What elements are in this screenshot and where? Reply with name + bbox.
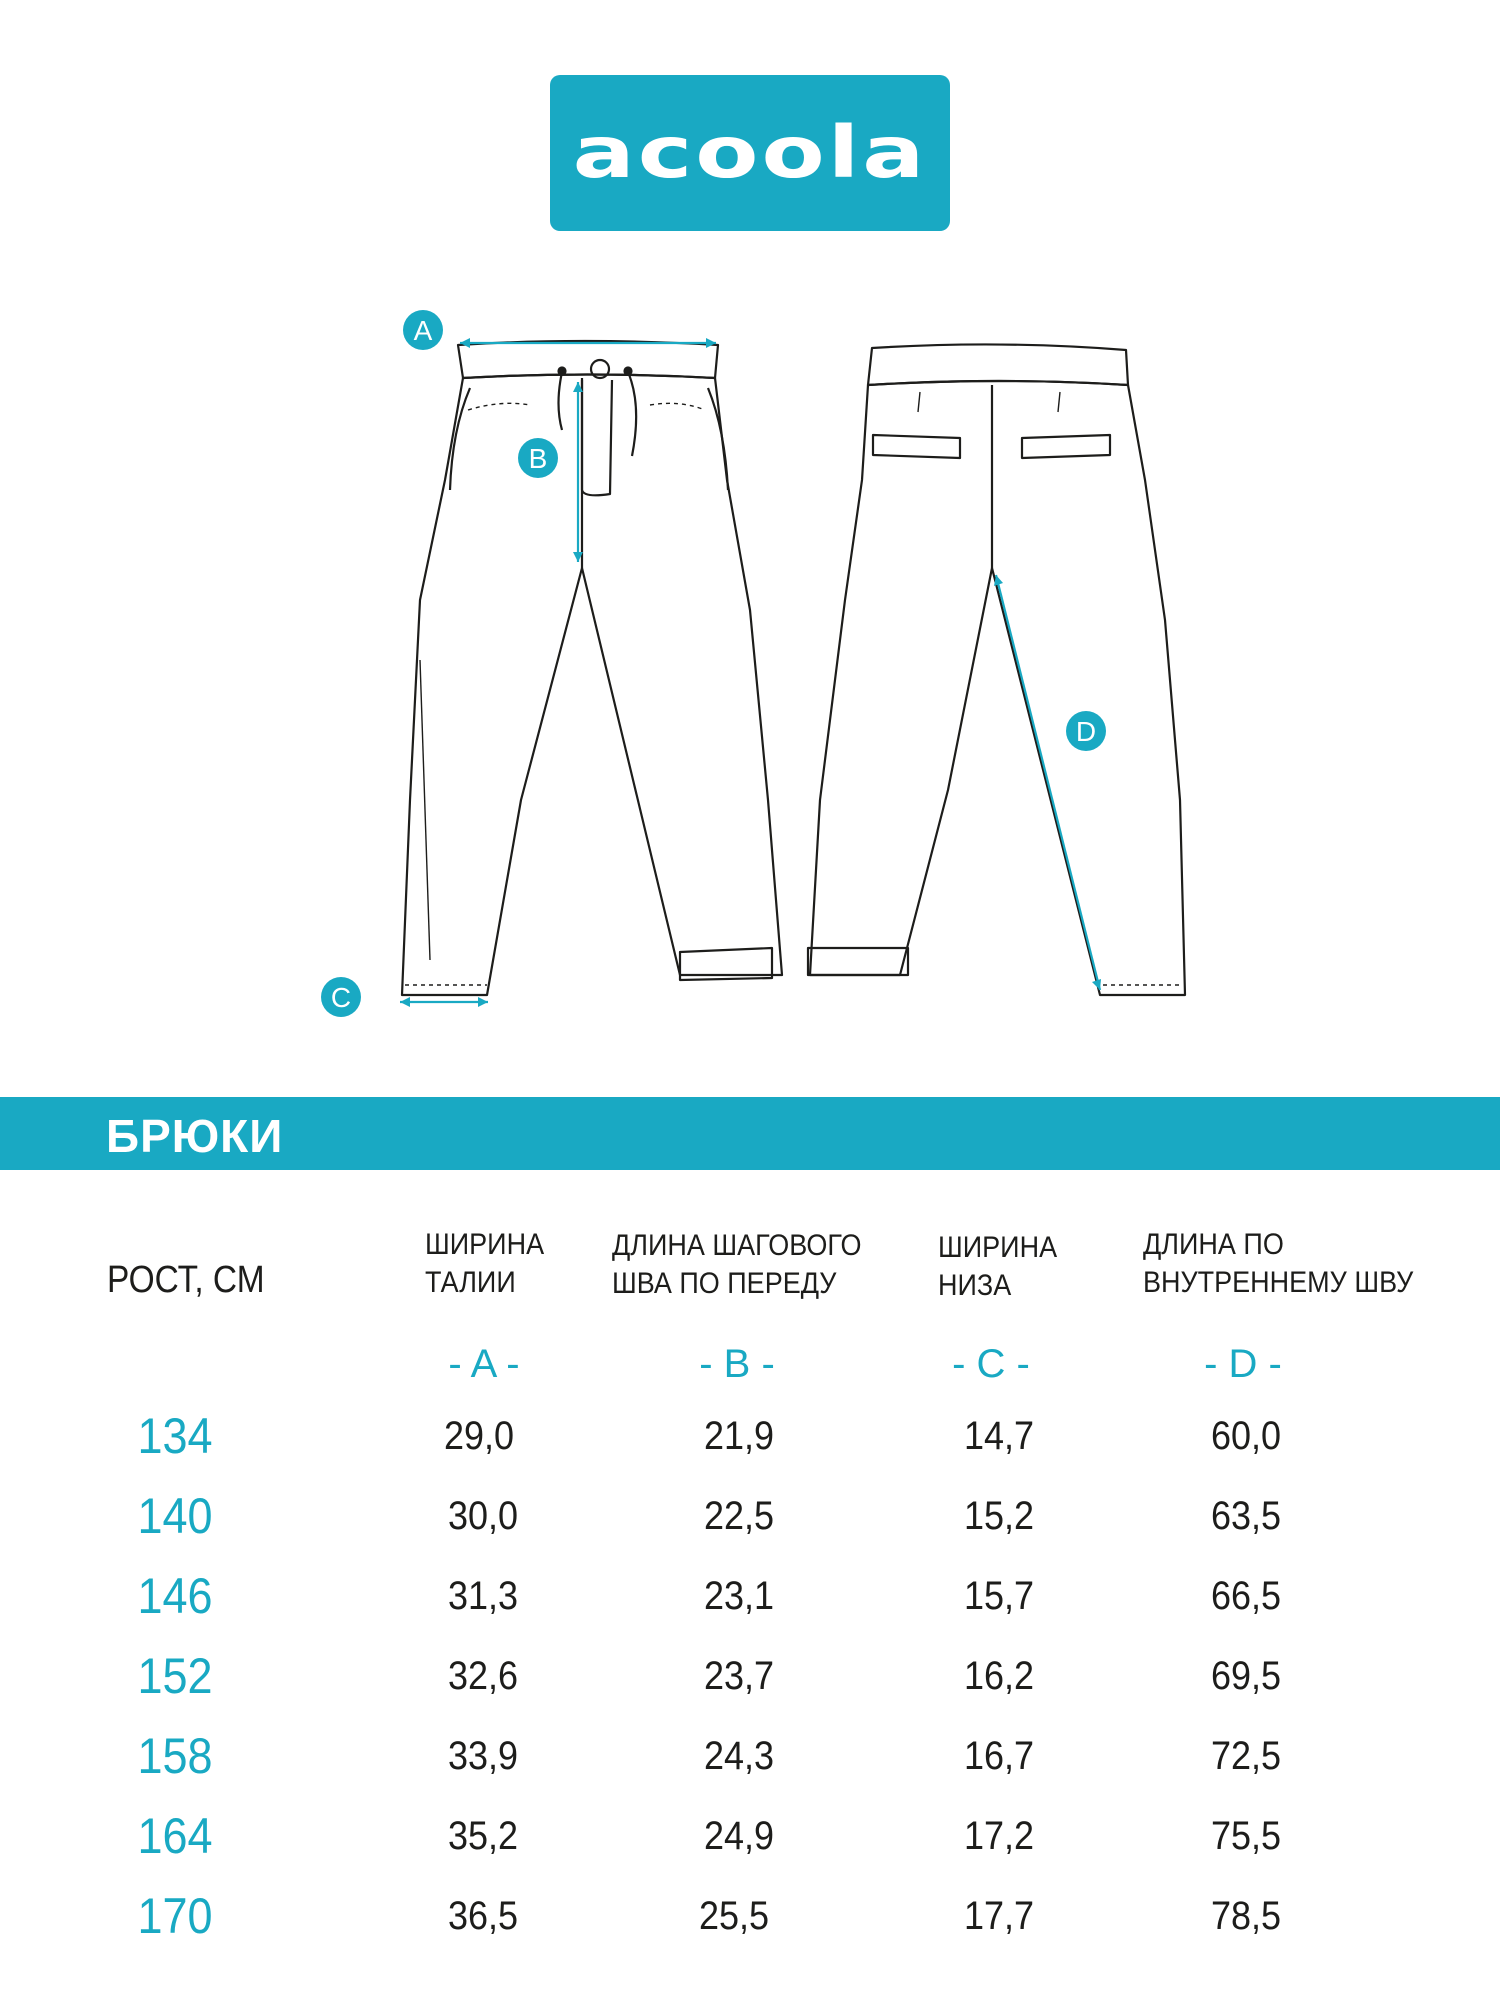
marker-a <box>403 310 443 350</box>
value-b: 23,1 <box>703 1574 775 1618</box>
pants-front-view <box>402 341 782 995</box>
value-c: 15,7 <box>963 1574 1035 1618</box>
section-title: БРЮКИ <box>106 1110 284 1162</box>
size-value: 140 <box>137 1488 213 1544</box>
value-d: 63,5 <box>1210 1494 1282 1538</box>
size-value: 158 <box>137 1728 213 1784</box>
value-b: 21,9 <box>703 1414 775 1458</box>
marker-b <box>518 438 558 478</box>
value-a: 30,0 <box>447 1494 519 1538</box>
column-letter-d: - D - <box>1204 1342 1282 1386</box>
value-a: 36,5 <box>447 1894 519 1938</box>
value-c: 16,7 <box>963 1734 1035 1778</box>
svg-text:C: C <box>330 982 352 1013</box>
size-value: 134 <box>137 1408 213 1464</box>
marker-c <box>321 977 361 1017</box>
measure-line-a <box>460 338 716 348</box>
column-letter-b: - B - <box>699 1342 775 1386</box>
value-c: 15,2 <box>963 1494 1035 1538</box>
size-value: 152 <box>137 1648 213 1704</box>
value-c: 17,7 <box>963 1894 1035 1938</box>
value-d: 66,5 <box>1210 1574 1282 1618</box>
column-letter-a: - A - <box>448 1342 520 1386</box>
value-a: 29,0 <box>443 1414 515 1458</box>
pants-back-view <box>808 344 1185 995</box>
section-banner <box>0 1097 1500 1170</box>
marker-d <box>1066 711 1106 751</box>
value-a: 33,9 <box>447 1734 519 1778</box>
value-d: 72,5 <box>1210 1734 1282 1778</box>
value-a: 32,6 <box>447 1654 519 1698</box>
svg-text:B: B <box>528 443 548 474</box>
value-c: 14,7 <box>963 1414 1035 1458</box>
value-a: 31,3 <box>447 1574 519 1618</box>
svg-text:D: D <box>1075 716 1097 747</box>
value-b: 24,9 <box>703 1814 775 1858</box>
value-b: 25,5 <box>698 1894 770 1938</box>
value-d: 60,0 <box>1210 1414 1282 1458</box>
value-d: 75,5 <box>1210 1814 1282 1858</box>
value-b: 22,5 <box>703 1494 775 1538</box>
value-b: 23,7 <box>703 1654 775 1698</box>
brand-logo <box>550 75 950 231</box>
value-c: 16,2 <box>963 1654 1035 1698</box>
header-front-rise-length: ДЛИНА ШАГОВОГО ШВА ПО ПЕРЕДУ <box>612 1229 862 1300</box>
value-a: 35,2 <box>447 1814 519 1858</box>
value-c: 17,2 <box>963 1814 1035 1858</box>
header-waist-width: ШИРИНА ТАЛИИ <box>425 1228 545 1299</box>
value-d: 69,5 <box>1210 1654 1282 1698</box>
svg-text:A: A <box>413 315 433 346</box>
brand-logo-text: acoola <box>572 110 928 195</box>
measure-line-c <box>400 997 488 1007</box>
size-value: 164 <box>137 1808 213 1864</box>
header-hem-width: ШИРИНА НИЗА <box>938 1231 1058 1302</box>
header-inseam-length: ДЛИНА ПО ВНУТРЕННЕМУ ШВУ <box>1143 1228 1414 1299</box>
value-b: 24,3 <box>703 1734 775 1778</box>
value-d: 78,5 <box>1210 1894 1282 1938</box>
size-value: 170 <box>137 1888 213 1944</box>
column-letter-c: - C - <box>952 1342 1030 1386</box>
pants-technical-drawing <box>0 290 1500 1050</box>
size-value: 146 <box>137 1568 213 1624</box>
header-height: РОСТ, СМ <box>107 1259 265 1301</box>
